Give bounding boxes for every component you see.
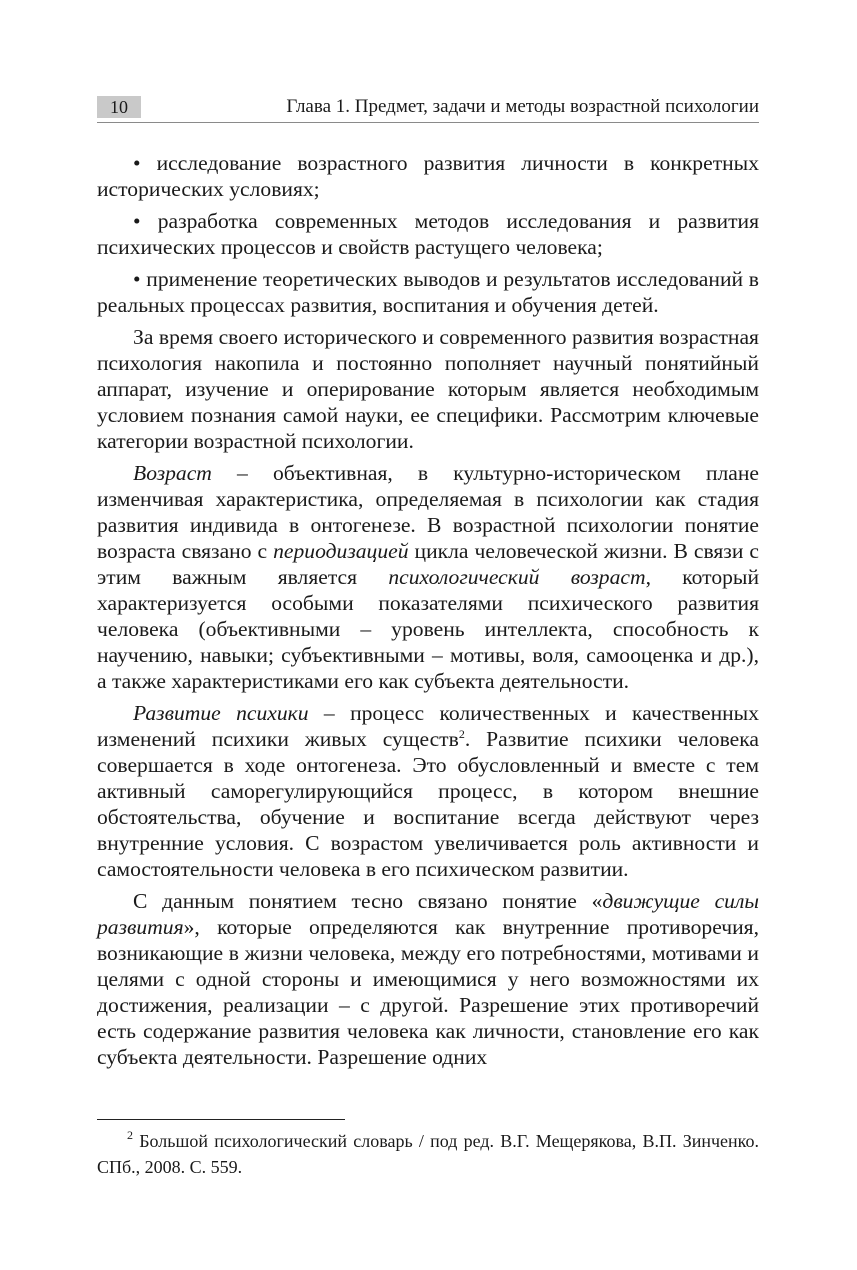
footnote-text: Большой психологический словарь / под ред. В.Г. Мещерякова, В.П. Зинченко. СПб., 2008. С. 559. (97, 1131, 759, 1177)
term-driving-forces: движущие силы развития (97, 889, 759, 939)
paragraph-driving-forces: С данным понятием тесно связано понятие «движущие силы развития», которые определяются как внутренние противоречия, возникающие в жизни человека, между его потребностями, мотивами и целями с одной стороны и имеющимися у него возможностями их достижения, реализации – с другой. Разрешение этих противоречий есть содержание развития человека как личности, становление его как субъекта деятельности. Разрешение одних (97, 889, 759, 1069)
header-rule (97, 122, 759, 123)
term-age: Возраст (133, 461, 212, 485)
page-header (97, 96, 759, 120)
bullet-item: • применение теоретических выводов и результатов исследований в реальных процессах развития, воспитания и обучения детей. (97, 267, 759, 317)
footnote (97, 1128, 759, 1180)
footnote-rule (97, 1119, 345, 1120)
page-number: 10 (97, 96, 141, 118)
paragraph-psyche-development: Развитие психики – процесс количественных и качественных изменений психики живых существ$^2$. Развитие психики человека совершается в ходе онтогенеза. Это обусловленный и вместе с тем активный саморегулирующийся процесс, в котором внешние обстоятельства, обучение и воспитание всегда действуют через внутренние условия. С возрастом увеличивается роль активности и самостоятельности человека в его психическом развитии. (97, 701, 760, 881)
footnote-mark: 2 (127, 1128, 133, 1142)
term-psychological-age: психологический возраст (388, 565, 646, 589)
bullet-item: • исследование возрастного развития личности в конкретных исторических условиях; (97, 151, 759, 201)
body-text (97, 150, 759, 1076)
term-psyche-development: Развитие психики (133, 701, 309, 725)
bullet-item: • разработка современных методов исследования и развития психических процессов и свойств растущего человека; (97, 209, 759, 259)
running-title: Глава 1. Предмет, задачи и методы возрастной психологии (286, 96, 759, 117)
paragraph-age: Возраст – объективная, в культурно-историческом плане изменчивая характеристика, определяемая в психологии как стадия развития индивида в онтогенезе. В возрастной психологии понятие возраста связано с периодизацией цикла человеческой жизни. В связи с этим важным является психологический возраст, который характеризуется особыми показателями психического развития человека (объективными – уровень интеллекта, способность к научению, навыки; субъективными – мотивы, воля, самооценка и др.), а также характеристиками его как субъекта деятельности. (97, 461, 759, 693)
paragraph: За время своего исторического и современного развития возрастная психология накопила и постоянно пополняет научный понятийный аппарат, изучение и оперирование которым является необходимым условием познания самой науки, ее специфики. Рассмотрим ключевые категории возрастной психологии. (97, 325, 759, 453)
footnote-ref: 2 (458, 727, 465, 741)
term-periodization: периодизацией (273, 539, 409, 563)
